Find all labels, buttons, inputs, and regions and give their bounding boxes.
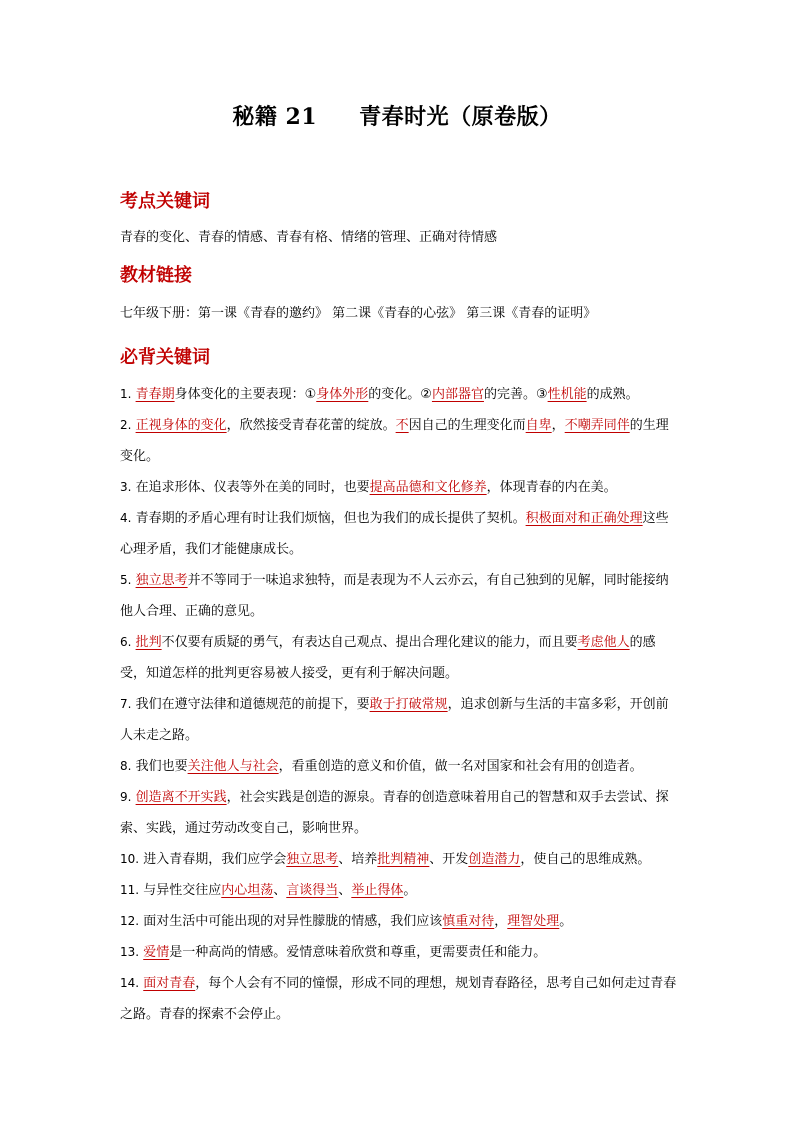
- item-number: 4.: [120, 511, 132, 525]
- list-item: [120, 844, 680, 875]
- item-number: 9.: [120, 790, 132, 804]
- keyword-highlight: 独立思考: [135, 573, 188, 588]
- keyword-highlight: 自卑: [525, 418, 552, 433]
- list-item: [120, 906, 680, 937]
- keyword-highlight: 青春期: [135, 387, 175, 402]
- item-text: ，社会实践是创造的源泉。青春的创造意味着用自己的智慧和双手去尝试、探索、实践，通过劳动改变自己，影响世界。: [120, 790, 669, 836]
- keyword-highlight: 正视身体的变化: [135, 418, 227, 433]
- section-heading-bibei: 必背关键词: [120, 347, 210, 368]
- item-number: 1.: [120, 387, 132, 401]
- list-item: [120, 565, 680, 627]
- item-text: 、开发: [429, 852, 469, 867]
- item-text: ，: [494, 914, 508, 929]
- item-text: 、: [273, 883, 287, 898]
- keyword-highlight: 言谈得当: [286, 883, 339, 898]
- keyword-highlight: 慎重对待: [442, 914, 495, 929]
- keyword-highlight: 积极面对和正确处理: [525, 511, 643, 526]
- keyword-highlight: 批判: [135, 635, 162, 650]
- item-text: ，使自己的思维成熟。: [520, 852, 651, 867]
- keyword-highlight: 考虑他人: [577, 635, 630, 650]
- item-text: ，追求创新与生活的丰富多彩，开创前人未走之路。: [120, 697, 669, 743]
- item-number: 8.: [120, 759, 132, 773]
- list-item: [120, 472, 680, 503]
- page-title: [0, 100, 794, 131]
- item-number: 5.: [120, 573, 132, 587]
- keyword-highlight: 理智处理: [507, 914, 560, 929]
- item-number: 12.: [120, 914, 140, 928]
- item-text: 的完善。③: [483, 387, 548, 402]
- list-item: [120, 689, 680, 751]
- item-text: 在追求形体、仪表等外在美的同时，也要: [135, 480, 370, 495]
- item-text: 并不等同于一味追求独特，而是表现为不人云亦云，有自己独到的见解，同时能接纳他人合理、正确的意见。: [120, 573, 669, 619]
- list-item: [120, 410, 680, 472]
- keyword-highlight: 身体外形: [316, 387, 369, 402]
- keyword-highlight: 提高品德和文化修养: [369, 480, 487, 495]
- keyword-highlight: 不: [395, 418, 409, 433]
- keyword-highlight: 关注他人与社会: [187, 759, 279, 774]
- item-text: 是一种高尚的情感。爱情意味着欣赏和尊重，更需要责任和能力。: [169, 945, 547, 960]
- item-text: 不仅要有质疑的勇气，有表达自己观点、提出合理化建议的能力，而且要: [161, 635, 578, 650]
- item-text: 的变化。②: [368, 387, 432, 402]
- item-text: 我们在遵守法律和道德规范的前提下，要: [135, 697, 370, 712]
- item-text: ，体现青春的内在美。: [486, 480, 617, 495]
- item-number: 6.: [120, 635, 132, 649]
- item-text: 青春期的矛盾心理有时让我们烦恼，但也为我们的成长提供了契机。: [135, 511, 526, 526]
- section-heading-jiaocai: 教材链接: [120, 265, 192, 286]
- item-text: 的生理变化。: [120, 418, 669, 464]
- keyword-highlight: 内心坦荡: [221, 883, 274, 898]
- keyword-highlight: 创造潜力: [468, 852, 521, 867]
- keyword-highlight: 敢于打破常规: [369, 697, 448, 712]
- keyword-highlight: 举止得体: [351, 883, 404, 898]
- list-item: [120, 503, 680, 565]
- item-number: 10.: [120, 852, 140, 866]
- keyword-highlight: 不嘲弄同伴: [564, 418, 630, 433]
- item-text: 进入青春期，我们应学会: [143, 852, 287, 867]
- list-item: [120, 782, 680, 844]
- keyword-highlight: 批判精神: [377, 852, 430, 867]
- item-text: 、: [338, 883, 352, 898]
- item-number: 2.: [120, 418, 132, 432]
- item-text: 。: [403, 883, 417, 898]
- keyword-list: [120, 379, 680, 1030]
- title-sub: 青春时光（原卷版）: [359, 104, 562, 130]
- item-number: 3.: [120, 480, 132, 494]
- item-number: 7.: [120, 697, 132, 711]
- item-text: 因自己的生理变化而: [408, 418, 526, 433]
- list-item: [120, 968, 680, 1030]
- keyword-highlight: 性机能: [547, 387, 587, 402]
- item-text: ，: [551, 418, 565, 433]
- item-text: 。: [559, 914, 573, 929]
- item-text: 这些心理矛盾，我们才能健康成长。: [120, 511, 669, 557]
- item-text: 与异性交往应: [143, 883, 222, 898]
- list-item: [120, 379, 680, 410]
- section-heading-kaodian: 考点关键词: [120, 191, 210, 212]
- item-number: 11.: [120, 883, 140, 897]
- item-number: 13.: [120, 945, 140, 959]
- list-item: [120, 875, 680, 906]
- item-text: 面对生活中可能出现的对异性朦胧的情感，我们应该: [143, 914, 443, 929]
- jiaocai-text: 七年级下册：第一课《青春的邀约》 第二课《青春的心弦》 第三课《青春的证明》: [120, 306, 597, 321]
- keyword-highlight: 面对青春: [143, 976, 196, 991]
- item-text: 我们也要: [135, 759, 188, 774]
- keyword-highlight: 内部器官: [431, 387, 484, 402]
- item-text: 身体变化的主要表现：①: [174, 387, 317, 402]
- kaodian-text: 青春的变化、青春的情感、青春有格、情绪的管理、正确对待情感: [120, 230, 498, 245]
- item-text: 、培养: [338, 852, 378, 867]
- keyword-highlight: 创造离不开实践: [135, 790, 227, 805]
- item-text: 的成熟。: [586, 387, 639, 402]
- item-text: ，看重创造的意义和价值，做一名对国家和社会有用的创造者。: [278, 759, 643, 774]
- keyword-highlight: 爱情: [143, 945, 170, 960]
- keyword-highlight: 独立思考: [286, 852, 339, 867]
- item-text: ，每个人会有不同的憧憬，形成不同的理想，规划青春路径，思考自己如何走过青春之路。青春的探索不会停止。: [120, 976, 677, 1022]
- item-text: 的感受，知道怎样的批判更容易被人接受，更有利于解决问题。: [120, 635, 656, 681]
- item-text: ，欣然接受青春花蕾的绽放。: [226, 418, 396, 433]
- list-item: [120, 627, 680, 689]
- title-main: 秘籍 21: [232, 104, 318, 130]
- item-number: 14.: [120, 976, 140, 990]
- list-item: [120, 751, 680, 782]
- list-item: [120, 937, 680, 968]
